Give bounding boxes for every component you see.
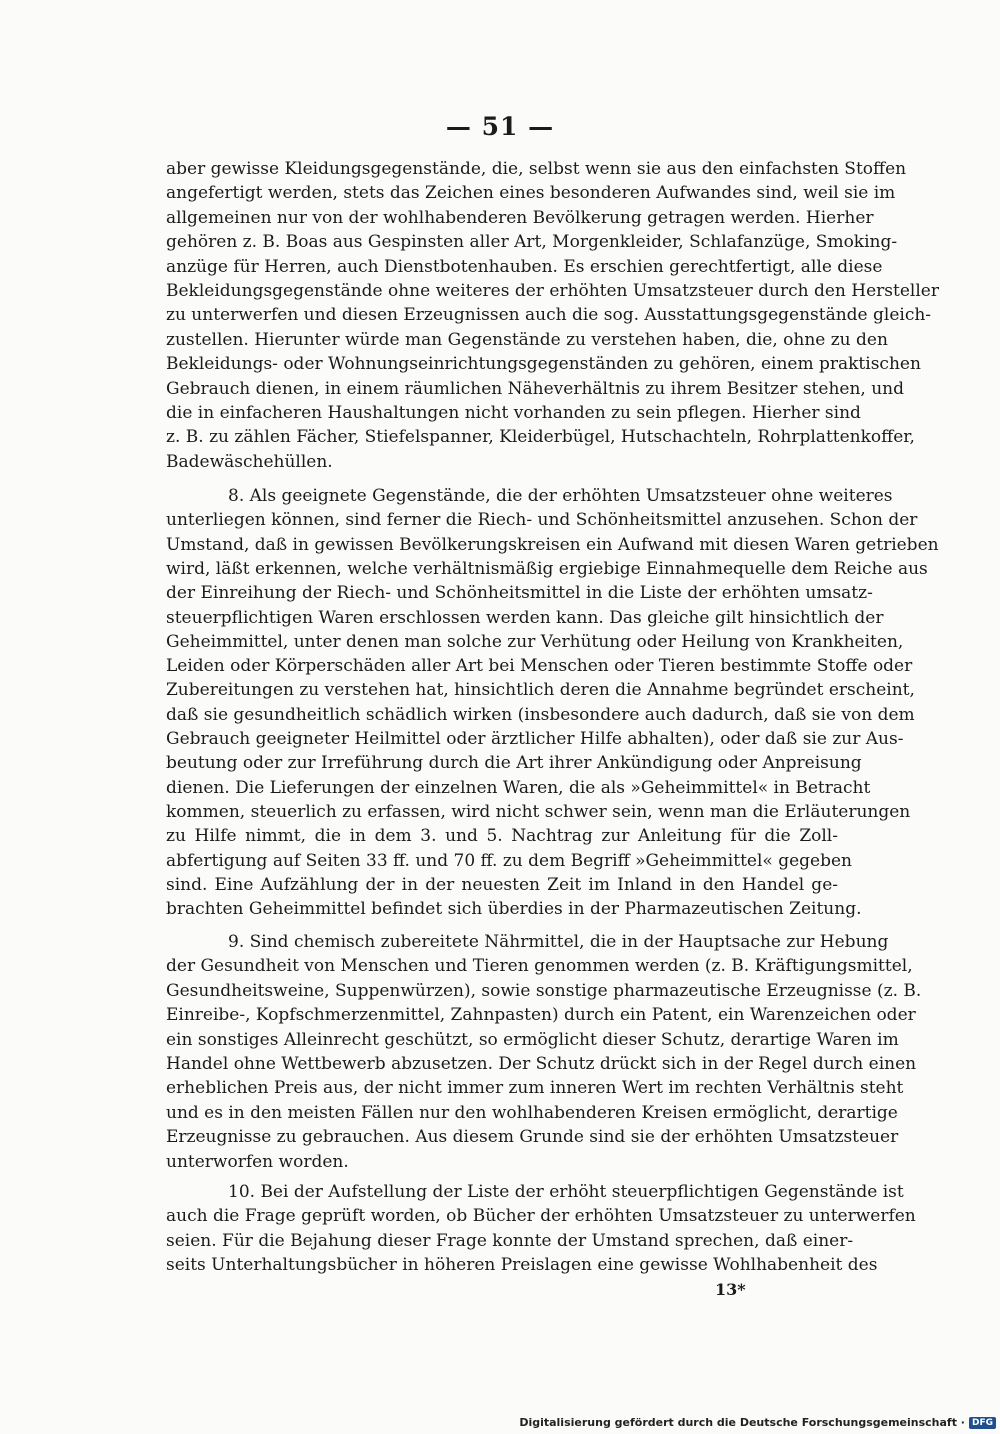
text-line: erheblichen Preis aus, der nicht immer zum inneren Wert im rechten Verhältnis steht — [166, 1078, 904, 1099]
text-line: seits Unterhaltungsbücher in höheren Preislagen eine gewisse Wohlhabenheit des — [166, 1255, 878, 1276]
text-line: ein sonstiges Alleinrecht geschützt, so ermöglicht dieser Schutz, derartige Waren im — [166, 1029, 899, 1050]
digitization-footer — [519, 1416, 996, 1429]
text-line: Badewäschehüllen. — [166, 451, 333, 472]
text-line: unterliegen können, sind ferner die Riech- und Schönheitsmittel anzusehen. Schon der — [166, 510, 918, 531]
text-line: Handel ohne Wettbewerb abzusetzen. Der Schutz drückt sich in der Regel durch einen — [166, 1054, 917, 1074]
text-line: und es in den meisten Fällen nur den wohlhabenderen Kreisen ermöglicht, derartige — [166, 1102, 898, 1123]
text-line: Umstand, daß in gewissen Bevölkerungskreisen ein Aufwand mit diesen Waren getrieben — [166, 534, 939, 555]
text-line: Geheimmittel, unter denen man solche zur Verhütung oder Heilung von Krankheiten, — [166, 631, 904, 652]
text-line: anzüge für Herren, auch Dienstbotenhauben. Es erschien gerechtfertigt, alle diese — [166, 256, 883, 277]
text-line: 9. Sind chemisch zubereitete Nährmittel, die in der Hauptsache zur Hebung — [228, 932, 889, 952]
text-line: Bekleidungs- oder Wohnungseinrichtungsgegenständen zu gehören, einem praktischen — [166, 354, 921, 375]
text-line: steuerpflichtigen Waren erschlossen werden kann. Das gleiche gilt hinsichtlich der — [166, 607, 884, 628]
text-line: allgemeinen nur von der wohlhabenderen Bevölkerung getragen werden. Hierher — [166, 207, 874, 228]
text-line: Erzeugnisse zu gebrauchen. Aus diesem Grunde sind sie der erhöhten Umsatzsteuer — [166, 1127, 899, 1148]
text-line: die in einfacheren Haushaltungen nicht vorhanden zu sein pflegen. Hierher sind — [166, 403, 861, 423]
text-line: Gebrauch dienen, in einem räumlichen Näheverhältnis zu ihrem Besitzer stehen, und — [166, 378, 904, 399]
text-line: dienen. Die Lieferungen der einzelnen Waren, die als »Geheimmittel« in Betracht — [166, 777, 871, 798]
text-line: Bekleidungsgegenstände ohne weiteres der erhöhten Umsatzsteuer durch den Hersteller — [166, 281, 939, 301]
text-line: Einreibe-, Kopfschmerzenmittel, Zahnpasten) durch ein Patent, ein Warenzeichen oder — [166, 1005, 916, 1026]
text-line: z. B. zu zählen Fächer, Stiefelspanner, Kleiderbügel, Hutschachteln, Rohrplattenkoffer, — [166, 427, 915, 448]
signature-mark: 13* — [715, 1280, 746, 1299]
text-line: gehören z. B. Boas aus Gespinsten aller Art, Morgenkleider, Schlafanzüge, Smoking- — [166, 232, 898, 253]
dfg-logo: DFG — [969, 1417, 996, 1429]
text-line: Zubereitungen zu verstehen hat, hinsichtlich deren die Annahme begründet erscheint, — [166, 680, 915, 701]
page-number: — 51 — — [445, 112, 555, 141]
text-line: seien. Für die Bejahung dieser Frage konnte der Umstand sprechen, daß einer- — [166, 1230, 854, 1251]
text-line: beutung oder zur Irreführung durch die Art ihrer Ankündigung oder Anpreisung — [166, 753, 862, 774]
text-line: brachten Geheimmittel befindet sich überdies in der Pharmazeutischen Zeitung. — [166, 899, 862, 920]
text-line: zustellen. Hierunter würde man Gegenstände zu verstehen haben, die, ohne zu den — [166, 329, 888, 350]
text-line: der Einreihung der Riech- und Schönheitsmittel in die Liste der erhöhten umsatz- — [166, 583, 873, 604]
text-line: zu unterwerfen und diesen Erzeugnissen auch die sog. Ausstattungsgegenstände gleich- — [166, 305, 932, 326]
text-line: Gebrauch geeigneter Heilmittel oder ärztlicher Hilfe abhalten), oder daß sie zur Aus- — [166, 729, 904, 749]
text-line: Gesundheitsweine, Suppenwürzen), sowie sonstige pharmazeutische Erzeugnisse (z. B. — [166, 980, 922, 1001]
footer-text: Digitalisierung gefördert durch die Deutsche Forschungsgemeinschaft · — [519, 1416, 965, 1429]
text-line: zu Hilfe nimmt, die in dem 3. und 5. Nachtrag zur Anleitung für die Zoll- — [166, 826, 838, 847]
text-line: unterworfen worden. — [166, 1151, 349, 1172]
text-line: angefertigt werden, stets das Zeichen eines besonderen Aufwandes sind, weil sie im — [166, 183, 896, 204]
text-line: auch die Frage geprüft worden, ob Bücher der erhöhten Umsatzsteuer zu unterwerfen — [166, 1206, 916, 1227]
text-line: 8. Als geeignete Gegenstände, die der erhöhten Umsatzsteuer ohne weiteres — [228, 486, 893, 506]
text-line: wird, läßt erkennen, welche verhältnismäßig ergiebige Einnahmequelle dem Reiche aus — [166, 558, 928, 579]
text-line: kommen, steuerlich zu erfassen, wird nicht schwer sein, wenn man die Erläuterungen — [166, 801, 911, 822]
text-line: daß sie gesundheitlich schädlich wirken (insbesondere auch dadurch, daß sie von dem — [166, 704, 915, 725]
text-line: abfertigung auf Seiten 33 ff. und 70 ff. zu dem Begriff »Geheimmittel« gegeben — [166, 850, 852, 871]
text-line: sind. Eine Aufzählung der in der neuesten Zeit im Inland in den Handel ge- — [166, 874, 838, 895]
text-line: Leiden oder Körperschäden aller Art bei Menschen oder Tieren bestimmte Stoffe oder — [166, 656, 913, 677]
text-line: 10. Bei der Aufstellung der Liste der erhöht steuerpflichtigen Gegenstände ist — [228, 1182, 904, 1202]
text-line: aber gewisse Kleidungsgegenstände, die, selbst wenn sie aus den einfachsten Stoffen — [166, 159, 907, 179]
text-line: der Gesundheit von Menschen und Tieren genommen werden (z. B. Kräftigungsmittel, — [166, 956, 913, 977]
